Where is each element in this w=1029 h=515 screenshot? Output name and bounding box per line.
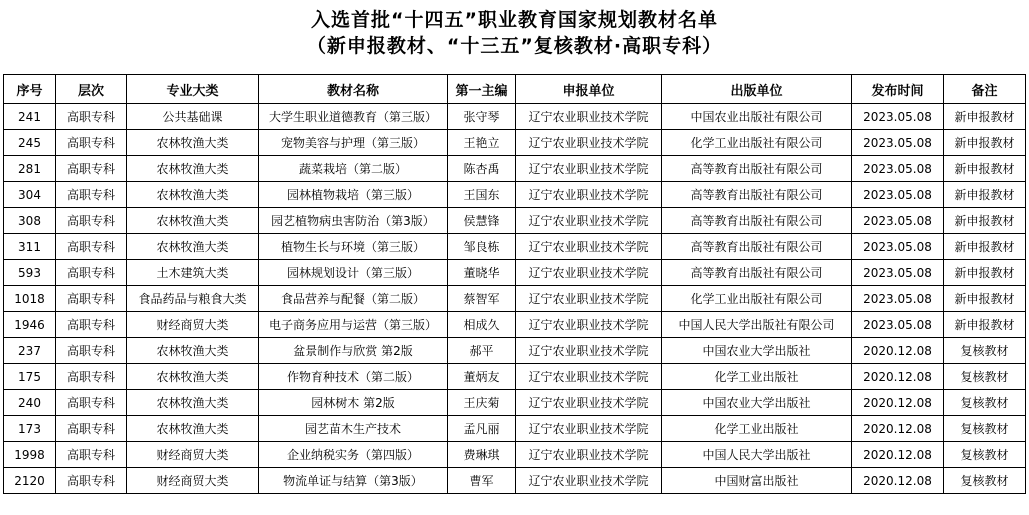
serial-cell: 175 [4, 364, 56, 390]
level-cell: 高职专科 [56, 468, 127, 494]
textbook-name-cell: 园艺植物病虫害防治（第3版） [259, 208, 448, 234]
column-header-serial: 序号 [4, 75, 56, 104]
remark-cell: 复核教材 [944, 338, 1026, 364]
level-cell: 高职专科 [56, 260, 127, 286]
remark-cell: 新申报教材 [944, 208, 1026, 234]
major-category-cell: 农林牧渔大类 [127, 364, 259, 390]
column-header-major-category: 专业大类 [127, 75, 259, 104]
release-date-cell: 2020.12.08 [852, 468, 944, 494]
remark-cell: 复核教材 [944, 390, 1026, 416]
textbook-name-cell: 食品营养与配餐（第二版） [259, 286, 448, 312]
table-row [4, 442, 1026, 468]
textbook-table [3, 74, 1026, 494]
serial-cell: 1946 [4, 312, 56, 338]
table-row [4, 338, 1026, 364]
publisher-cell: 高等教育出版社有限公司 [662, 182, 852, 208]
applicant-unit-cell: 辽宁农业职业技术学院 [516, 104, 662, 130]
applicant-unit-cell: 辽宁农业职业技术学院 [516, 416, 662, 442]
column-header-release-date: 发布时间 [852, 75, 944, 104]
level-cell: 高职专科 [56, 182, 127, 208]
table-row [4, 156, 1026, 182]
serial-cell: 311 [4, 234, 56, 260]
publisher-cell: 中国农业出版社有限公司 [662, 104, 852, 130]
level-cell: 高职专科 [56, 442, 127, 468]
remark-cell: 新申报教材 [944, 182, 1026, 208]
major-category-cell: 土木建筑大类 [127, 260, 259, 286]
chief-editor-cell: 王艳立 [448, 130, 516, 156]
column-header-chief-editor: 第一主编 [448, 75, 516, 104]
column-header-level: 层次 [56, 75, 127, 104]
table-row [4, 468, 1026, 494]
applicant-unit-cell: 辽宁农业职业技术学院 [516, 260, 662, 286]
major-category-cell: 农林牧渔大类 [127, 156, 259, 182]
publisher-cell: 中国人民大学出版社有限公司 [662, 312, 852, 338]
release-date-cell: 2023.05.08 [852, 156, 944, 182]
publisher-cell: 中国财富出版社 [662, 468, 852, 494]
release-date-cell: 2020.12.08 [852, 364, 944, 390]
table-row [4, 130, 1026, 156]
remark-cell: 新申报教材 [944, 286, 1026, 312]
column-header-applicant-unit: 申报单位 [516, 75, 662, 104]
column-header-publisher: 出版单位 [662, 75, 852, 104]
serial-cell: 593 [4, 260, 56, 286]
applicant-unit-cell: 辽宁农业职业技术学院 [516, 234, 662, 260]
textbook-name-cell: 园林规划设计（第三版） [259, 260, 448, 286]
table-row [4, 416, 1026, 442]
remark-cell: 新申报教材 [944, 312, 1026, 338]
major-category-cell: 农林牧渔大类 [127, 416, 259, 442]
table-row [4, 364, 1026, 390]
major-category-cell: 财经商贸大类 [127, 442, 259, 468]
textbook-name-cell: 大学生职业道德教育（第三版） [259, 104, 448, 130]
textbook-name-cell: 盆景制作与欣赏 第2版 [259, 338, 448, 364]
remark-cell: 复核教材 [944, 416, 1026, 442]
applicant-unit-cell: 辽宁农业职业技术学院 [516, 390, 662, 416]
release-date-cell: 2023.05.08 [852, 260, 944, 286]
remark-cell: 复核教材 [944, 442, 1026, 468]
chief-editor-cell: 王庆菊 [448, 390, 516, 416]
applicant-unit-cell: 辽宁农业职业技术学院 [516, 312, 662, 338]
textbook-name-cell: 作物育种技术（第二版） [259, 364, 448, 390]
chief-editor-cell: 郝平 [448, 338, 516, 364]
textbook-name-cell: 园林树木 第2版 [259, 390, 448, 416]
table-row [4, 312, 1026, 338]
applicant-unit-cell: 辽宁农业职业技术学院 [516, 286, 662, 312]
remark-cell: 新申报教材 [944, 104, 1026, 130]
serial-cell: 1998 [4, 442, 56, 468]
publisher-cell: 中国人民大学出版社 [662, 442, 852, 468]
table-row [4, 390, 1026, 416]
table-row [4, 182, 1026, 208]
chief-editor-cell: 张守琴 [448, 104, 516, 130]
major-category-cell: 农林牧渔大类 [127, 130, 259, 156]
publisher-cell: 化学工业出版社 [662, 416, 852, 442]
applicant-unit-cell: 辽宁农业职业技术学院 [516, 182, 662, 208]
publisher-cell: 中国农业大学出版社 [662, 338, 852, 364]
table-row [4, 286, 1026, 312]
level-cell: 高职专科 [56, 364, 127, 390]
serial-cell: 304 [4, 182, 56, 208]
major-category-cell: 食品药品与粮食大类 [127, 286, 259, 312]
major-category-cell: 农林牧渔大类 [127, 208, 259, 234]
release-date-cell: 2023.05.08 [852, 182, 944, 208]
level-cell: 高职专科 [56, 390, 127, 416]
publisher-cell: 高等教育出版社有限公司 [662, 260, 852, 286]
textbook-name-cell: 物流单证与结算（第3版） [259, 468, 448, 494]
major-category-cell: 财经商贸大类 [127, 312, 259, 338]
applicant-unit-cell: 辽宁农业职业技术学院 [516, 156, 662, 182]
release-date-cell: 2023.05.08 [852, 130, 944, 156]
chief-editor-cell: 孟凡丽 [448, 416, 516, 442]
release-date-cell: 2020.12.08 [852, 442, 944, 468]
chief-editor-cell: 邹良栋 [448, 234, 516, 260]
serial-cell: 237 [4, 338, 56, 364]
serial-cell: 1018 [4, 286, 56, 312]
column-header-textbook-name: 教材名称 [259, 75, 448, 104]
chief-editor-cell: 蔡智军 [448, 286, 516, 312]
textbook-name-cell: 企业纳税实务（第四版） [259, 442, 448, 468]
release-date-cell: 2020.12.08 [852, 338, 944, 364]
level-cell: 高职专科 [56, 338, 127, 364]
textbook-name-cell: 宠物美容与护理（第三版） [259, 130, 448, 156]
major-category-cell: 农林牧渔大类 [127, 338, 259, 364]
level-cell: 高职专科 [56, 416, 127, 442]
applicant-unit-cell: 辽宁农业职业技术学院 [516, 338, 662, 364]
publisher-cell: 中国农业大学出版社 [662, 390, 852, 416]
release-date-cell: 2020.12.08 [852, 390, 944, 416]
textbook-name-cell: 植物生长与环境（第三版） [259, 234, 448, 260]
level-cell: 高职专科 [56, 312, 127, 338]
publisher-cell: 化学工业出版社有限公司 [662, 130, 852, 156]
serial-cell: 281 [4, 156, 56, 182]
textbook-name-cell: 蔬菜栽培（第二版） [259, 156, 448, 182]
major-category-cell: 农林牧渔大类 [127, 390, 259, 416]
publisher-cell: 化学工业出版社 [662, 364, 852, 390]
applicant-unit-cell: 辽宁农业职业技术学院 [516, 468, 662, 494]
remark-cell: 复核教材 [944, 468, 1026, 494]
remark-cell: 新申报教材 [944, 130, 1026, 156]
applicant-unit-cell: 辽宁农业职业技术学院 [516, 442, 662, 468]
table-row [4, 234, 1026, 260]
major-category-cell: 财经商贸大类 [127, 468, 259, 494]
level-cell: 高职专科 [56, 130, 127, 156]
serial-cell: 241 [4, 104, 56, 130]
remark-cell: 新申报教材 [944, 156, 1026, 182]
serial-cell: 245 [4, 130, 56, 156]
chief-editor-cell: 王国东 [448, 182, 516, 208]
chief-editor-cell: 董晓华 [448, 260, 516, 286]
document-title: 入选首批“十四五”职业教育国家规划教材名单 [311, 9, 718, 31]
release-date-cell: 2023.05.08 [852, 234, 944, 260]
level-cell: 高职专科 [56, 208, 127, 234]
textbook-name-cell: 园艺苗木生产技术 [259, 416, 448, 442]
major-category-cell: 农林牧渔大类 [127, 234, 259, 260]
applicant-unit-cell: 辽宁农业职业技术学院 [516, 130, 662, 156]
chief-editor-cell: 曹军 [448, 468, 516, 494]
major-category-cell: 公共基础课 [127, 104, 259, 130]
release-date-cell: 2023.05.08 [852, 104, 944, 130]
level-cell: 高职专科 [56, 104, 127, 130]
table-row [4, 104, 1026, 130]
applicant-unit-cell: 辽宁农业职业技术学院 [516, 364, 662, 390]
serial-cell: 2120 [4, 468, 56, 494]
release-date-cell: 2023.05.08 [852, 312, 944, 338]
chief-editor-cell: 侯慧锋 [448, 208, 516, 234]
major-category-cell: 农林牧渔大类 [127, 182, 259, 208]
release-date-cell: 2023.05.08 [852, 208, 944, 234]
release-date-cell: 2020.12.08 [852, 416, 944, 442]
column-header-remark: 备注 [944, 75, 1026, 104]
chief-editor-cell: 陈杏禹 [448, 156, 516, 182]
level-cell: 高职专科 [56, 286, 127, 312]
publisher-cell: 高等教育出版社有限公司 [662, 234, 852, 260]
remark-cell: 新申报教材 [944, 234, 1026, 260]
publisher-cell: 化学工业出版社有限公司 [662, 286, 852, 312]
serial-cell: 308 [4, 208, 56, 234]
release-date-cell: 2023.05.08 [852, 286, 944, 312]
table-row [4, 208, 1026, 234]
chief-editor-cell: 相成久 [448, 312, 516, 338]
publisher-cell: 高等教育出版社有限公司 [662, 156, 852, 182]
publisher-cell: 高等教育出版社有限公司 [662, 208, 852, 234]
table-row [4, 260, 1026, 286]
remark-cell: 新申报教材 [944, 260, 1026, 286]
level-cell: 高职专科 [56, 156, 127, 182]
chief-editor-cell: 董炳友 [448, 364, 516, 390]
applicant-unit-cell: 辽宁农业职业技术学院 [516, 208, 662, 234]
level-cell: 高职专科 [56, 234, 127, 260]
remark-cell: 复核教材 [944, 364, 1026, 390]
serial-cell: 240 [4, 390, 56, 416]
table-body [4, 104, 1026, 494]
chief-editor-cell: 费琳琪 [448, 442, 516, 468]
textbook-name-cell: 园林植物栽培（第三版） [259, 182, 448, 208]
serial-cell: 173 [4, 416, 56, 442]
textbook-name-cell: 电子商务应用与运营（第三版） [259, 312, 448, 338]
document-subtitle: （新申报教材、“十三五”复核教材·高职专科） [306, 35, 723, 57]
header-row [4, 75, 1026, 104]
